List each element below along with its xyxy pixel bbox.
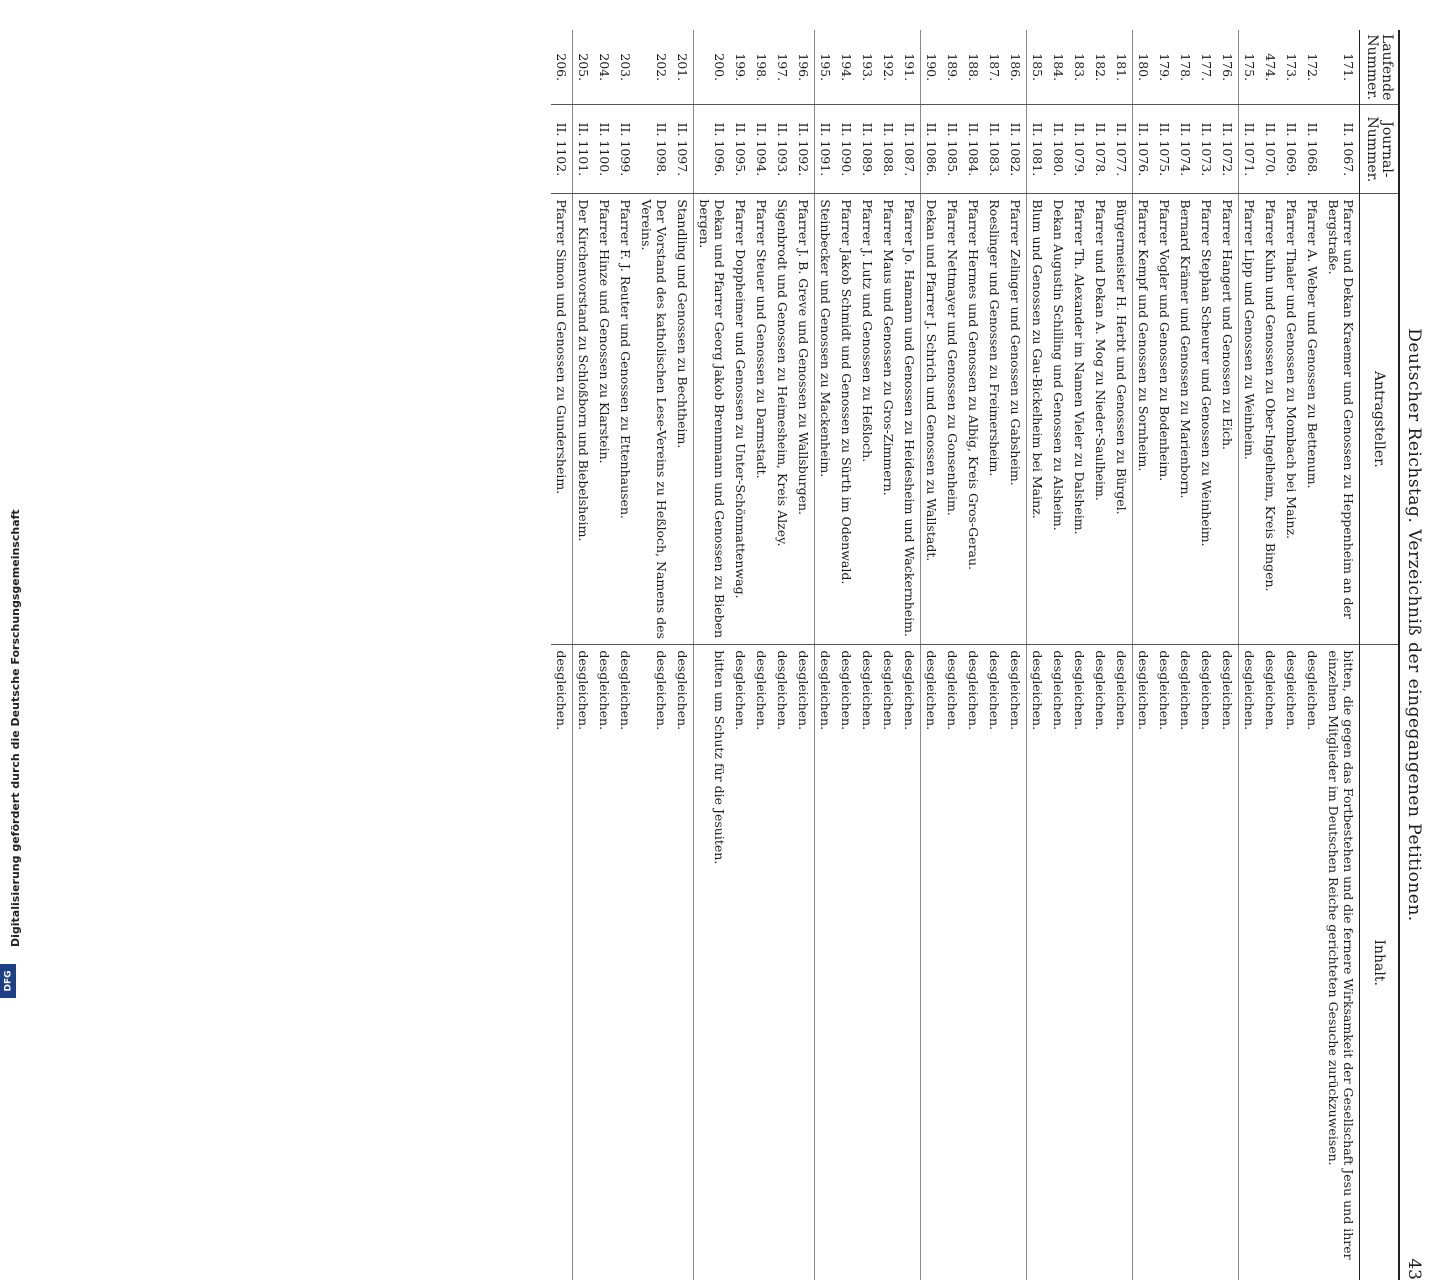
journal-number: II. 1082. [1005, 105, 1027, 194]
dfg-logo [0, 964, 16, 998]
table-row [1239, 30, 1261, 1280]
journal-number: II. 1092. [793, 105, 815, 194]
row-number: 186. [1005, 30, 1027, 105]
content: desgleichen. [1305, 650, 1320, 731]
applicant: Pfarrer Stephan Scheurer und Genossen zu Weinheim. [1196, 194, 1217, 645]
content: desgleichen. [793, 645, 815, 1280]
table-row [793, 30, 815, 1280]
table-row [772, 30, 793, 1280]
journal-number: II. 1071. [1239, 105, 1261, 194]
journal-number: II. 1102. [551, 105, 573, 194]
journal-number: II. 1088. [878, 105, 899, 194]
applicant: Roeslinger und Genossen zu Freimersheim. [984, 194, 1005, 645]
journal-number: II. 1073. [1196, 105, 1217, 194]
table-row [942, 30, 963, 1280]
content: desgleichen. [818, 650, 833, 731]
col-header-journal: Journal-Nummer. [1360, 105, 1399, 194]
row-number: 202. [636, 30, 672, 105]
journal-number: II. 1072. [1217, 105, 1239, 194]
table-body [551, 30, 1360, 1280]
content: desgleichen. [1111, 645, 1133, 1280]
journal-number: II. 1077. [1111, 105, 1133, 194]
content: bitten um Schutz für die Jesuiten. [712, 650, 727, 865]
col-header-inhalt: Inhalt. [1360, 645, 1399, 1280]
table-row [1069, 30, 1090, 1280]
row-number: 198. [751, 30, 772, 105]
row-number: 173. [1281, 30, 1302, 105]
journal-number: II. 1074. [1175, 105, 1196, 194]
table-row [594, 30, 615, 1280]
journal-number: II. 1075. [1154, 105, 1175, 194]
content: desgleichen. [1217, 645, 1239, 1280]
table-row [1175, 30, 1196, 1280]
row-number: 185. [1027, 30, 1049, 105]
table-row [899, 30, 921, 1280]
applicant: Pfarrer J. B. Greve und Genossen zu Wallsburgen. [793, 194, 815, 645]
journal-number: II. 1099. [615, 105, 636, 194]
table-row [1302, 30, 1323, 1280]
applicant: Pfarrer Nettmayer und Genossen zu Gonsenheim. [942, 194, 963, 645]
journal-number: II. 1087. [899, 105, 921, 194]
content: desgleichen. [597, 650, 612, 731]
table-row [1323, 30, 1360, 1280]
content: desgleichen. [654, 650, 669, 731]
applicant: Pfarrer Steuer und Genossen zu Darmstadt. [751, 194, 772, 645]
row-number: 206. [551, 30, 573, 105]
table-row [1196, 30, 1217, 1280]
applicant: Bürgermeister H. Herbt und Genossen zu Bürgel. [1111, 194, 1133, 645]
dfg-logo-text: DFG [3, 970, 14, 992]
row-number: 205. [573, 30, 595, 105]
content: desgleichen. [1136, 650, 1151, 731]
page-header [1398, 30, 1424, 1280]
table-row [1154, 30, 1175, 1280]
journal-number: II. 1089. [857, 105, 878, 194]
applicant: Pfarrer Simon und Genossen zu Gundersheim. [551, 194, 573, 645]
table-row [1217, 30, 1239, 1280]
table-row [1048, 30, 1069, 1280]
table-row [751, 30, 772, 1280]
journal-number: II. 1070. [1260, 105, 1281, 194]
content: desgleichen. [576, 650, 591, 731]
content: desgleichen. [672, 645, 694, 1280]
content: desgleichen. [881, 650, 896, 731]
table-row [672, 30, 694, 1280]
journal-number: II. 1091. [815, 105, 837, 194]
content: desgleichen. [1072, 650, 1087, 731]
row-number: 176. [1217, 30, 1239, 105]
table-row [921, 30, 943, 1280]
content: desgleichen. [754, 650, 769, 731]
table-header-row [1360, 30, 1399, 1280]
applicant: Standling und Genossen zu Bechtheim. [672, 194, 694, 645]
journal-number: II. 1096. [694, 105, 731, 194]
journal-number: II. 1068. [1302, 105, 1323, 194]
journal-number: II. 1069. [1281, 105, 1302, 194]
applicant: Pfarrer Lipp und Genossen zu Weinheim. [1239, 194, 1261, 645]
content: desgleichen. [1242, 650, 1257, 731]
footer [0, 0, 22, 1000]
journal-number: II. 1079. [1069, 105, 1090, 194]
row-number: 191. [899, 30, 921, 105]
table-row [984, 30, 1005, 1280]
applicant: Pfarrer und Dekan Kraemer und Genossen zu Heppenheim an der Bergstraße. [1323, 194, 1360, 645]
content: desgleichen. [1005, 645, 1027, 1280]
journal-number: II. 1083. [984, 105, 1005, 194]
row-number: 200. [694, 30, 731, 105]
applicant: Pfarrer Doppheimer und Genossen zu Unter-Schönmattenwag. [730, 194, 751, 645]
row-number: 187. [984, 30, 1005, 105]
table-row [1133, 30, 1155, 1280]
row-number: 180. [1133, 30, 1155, 105]
document-body [551, 30, 1424, 1280]
applicant: Dekan Augustin Schilling und Genossen zu Alsheim. [1048, 194, 1069, 645]
content: desgleichen. [860, 650, 875, 731]
applicant: Der Kirchenvorstand zu Schloßborn und Biebelsheim. [573, 194, 595, 645]
table-row [857, 30, 878, 1280]
col-header-antragsteller: Antragsteller. [1360, 194, 1399, 645]
row-number: 193. [857, 30, 878, 105]
journal-number: II. 1067. [1323, 105, 1360, 194]
applicant: Pfarrer Hinze und Genossen zu Klarstein. [594, 194, 615, 645]
journal-number: II. 1094. [751, 105, 772, 194]
applicant: Pfarrer Jo. Hamann und Genossen zu Heidesheim und Wackernheim. [899, 194, 921, 645]
row-number: 175. [1239, 30, 1261, 105]
content: desgleichen. [1157, 650, 1172, 731]
row-number: 188. [963, 30, 984, 105]
applicant: Pfarrer Hangert und Genossen zu Eich. [1217, 194, 1239, 645]
journal-number: II. 1084. [963, 105, 984, 194]
applicant: Sigenbrodt und Genossen zu Heimesheim, Kreis Alzey. [772, 194, 793, 645]
row-number: 182. [1090, 30, 1111, 105]
petition-table [551, 30, 1398, 1280]
table-row [615, 30, 636, 1280]
row-number: 171. [1323, 30, 1360, 105]
applicant: Pfarrer A. Weber und Genossen zu Bettenum. [1302, 194, 1323, 645]
table-row [551, 30, 573, 1280]
journal-number: II. 1098. [636, 105, 672, 194]
journal-number: II. 1093. [772, 105, 793, 194]
footer-text: Digitalisierung gefördert durch die Deutsche Forschungsgemeinschaft [9, 509, 22, 947]
row-number: 194. [836, 30, 857, 105]
content: desgleichen. [945, 650, 960, 731]
content: desgleichen. [618, 650, 633, 731]
content: desgleichen. [1263, 650, 1278, 731]
applicant: Der Vorstand des katholischen Lese-Vereins zu Heßloch, Namens des Vereins. [636, 194, 672, 645]
applicant: Steinbecker und Genossen zu Mackenheim. [815, 194, 837, 645]
content: desgleichen. [1199, 650, 1214, 731]
table-row [730, 30, 751, 1280]
table-row [1111, 30, 1133, 1280]
row-number: 195. [815, 30, 837, 105]
table-row [1090, 30, 1111, 1280]
content: desgleichen. [1178, 650, 1193, 731]
content: desgleichen. [924, 650, 939, 731]
applicant: Pfarrer Vogler und Genossen zu Bodenheim. [1154, 194, 1175, 645]
applicant: Pfarrer Th. Alexander im Namen Vieler zu Dalsheim. [1069, 194, 1090, 645]
row-number: 201. [672, 30, 694, 105]
journal-number: II. 1086. [921, 105, 943, 194]
applicant: Pfarrer Maus und Genossen zu Gros-Zimmern. [878, 194, 899, 645]
applicant: Dekan und Pfarrer Georg Jakob Brennmann und Genossen zu Bieben bergen. [694, 194, 731, 645]
table-row [573, 30, 595, 1280]
content: desgleichen. [987, 650, 1002, 731]
journal-number: II. 1078. [1090, 105, 1111, 194]
row-number: 189. [942, 30, 963, 105]
row-number: 192. [878, 30, 899, 105]
row-number: 474. [1260, 30, 1281, 105]
content: desgleichen. [839, 650, 854, 731]
content: desgleichen. [899, 645, 921, 1280]
journal-number: II. 1090. [836, 105, 857, 194]
table-row [694, 30, 731, 1280]
applicant: Bernard Krämer und Genossen zu Marienborn. [1175, 194, 1196, 645]
applicant: Pfarrer Thaler und Genossen zu Mombach bei Mainz. [1281, 194, 1302, 645]
journal-number: II. 1101. [573, 105, 595, 194]
content: desgleichen. [733, 650, 748, 731]
row-number: 190. [921, 30, 943, 105]
table-row [878, 30, 899, 1280]
page-title: Deutscher Reichstag. Verzeichniß der eingegangenen Petitionen. [1404, 328, 1424, 922]
row-number: 203. [615, 30, 636, 105]
content: desgleichen. [1051, 650, 1066, 731]
row-number: 199. [730, 30, 751, 105]
row-number: 183. [1069, 30, 1090, 105]
content: desgleichen. [775, 650, 790, 731]
applicant: Dekan und Pfarrer J. Schrich und Genossen zu Wallstadt. [921, 194, 943, 645]
table-row [1281, 30, 1302, 1280]
content: desgleichen. [966, 650, 981, 731]
table-row [1027, 30, 1049, 1280]
row-number: 181. [1111, 30, 1133, 105]
row-number: 196. [793, 30, 815, 105]
row-number: 177. [1196, 30, 1217, 105]
row-number: 172. [1302, 30, 1323, 105]
applicant: Pfarrer F. J. Reuter und Genossen zu Ettenhausen. [615, 194, 636, 645]
content: bitten, die gegen das Fortbestehen und die fernere Wirksamkeit der Gesellschaft Jesu und ihrer einzelnen Mitglieder im Deutschen Reiche gerichteten Gesuche zurückzuweisen. [1326, 650, 1356, 1260]
applicant: Pfarrer Jakob Schmidt und Genossen zu Sürth im Odenwald. [836, 194, 857, 645]
table-row [1005, 30, 1027, 1280]
applicant: Pfarrer Hermes und Genossen zu Albig, Kreis Gros-Gerau. [963, 194, 984, 645]
applicant: Pfarrer Kempf und Genossen zu Sornheim. [1133, 194, 1155, 645]
content: desgleichen. [1093, 650, 1108, 731]
table-row [963, 30, 984, 1280]
row-number: 197. [772, 30, 793, 105]
applicant: Pfarrer und Dekan A. Mog zu Nieder-Saulheim. [1090, 194, 1111, 645]
table-row [836, 30, 857, 1280]
row-number: 178. [1175, 30, 1196, 105]
applicant: Pfarrer Zelinger und Genossen zu Gabsheim. [1005, 194, 1027, 645]
content: desgleichen. [1284, 650, 1299, 731]
page-number: 43 [1404, 1258, 1424, 1280]
content: desgleichen. [1030, 650, 1045, 731]
table-row [815, 30, 837, 1280]
row-number: 184. [1048, 30, 1069, 105]
col-header-laufende: Laufende Nummer. [1360, 30, 1399, 105]
journal-number: II. 1085. [942, 105, 963, 194]
table-row [636, 30, 672, 1280]
journal-number: II. 1095. [730, 105, 751, 194]
row-number: 204. [594, 30, 615, 105]
content: desgleichen. [551, 645, 573, 1280]
applicant: Pfarrer J. Lutz und Genossen zu Heßloch. [857, 194, 878, 645]
journal-number: II. 1081. [1027, 105, 1049, 194]
journal-number: II. 1097. [672, 105, 694, 194]
journal-number: II. 1076. [1133, 105, 1155, 194]
table-row [1260, 30, 1281, 1280]
row-number: 179. [1154, 30, 1175, 105]
applicant: Blum und Genossen zu Gau-Bickelheim bei Mainz. [1027, 194, 1049, 645]
applicant: Pfarrer Kuhn und Genossen zu Ober-Ingelheim, Kreis Bingen. [1260, 194, 1281, 645]
journal-number: II. 1080. [1048, 105, 1069, 194]
journal-number: II. 1100. [594, 105, 615, 194]
